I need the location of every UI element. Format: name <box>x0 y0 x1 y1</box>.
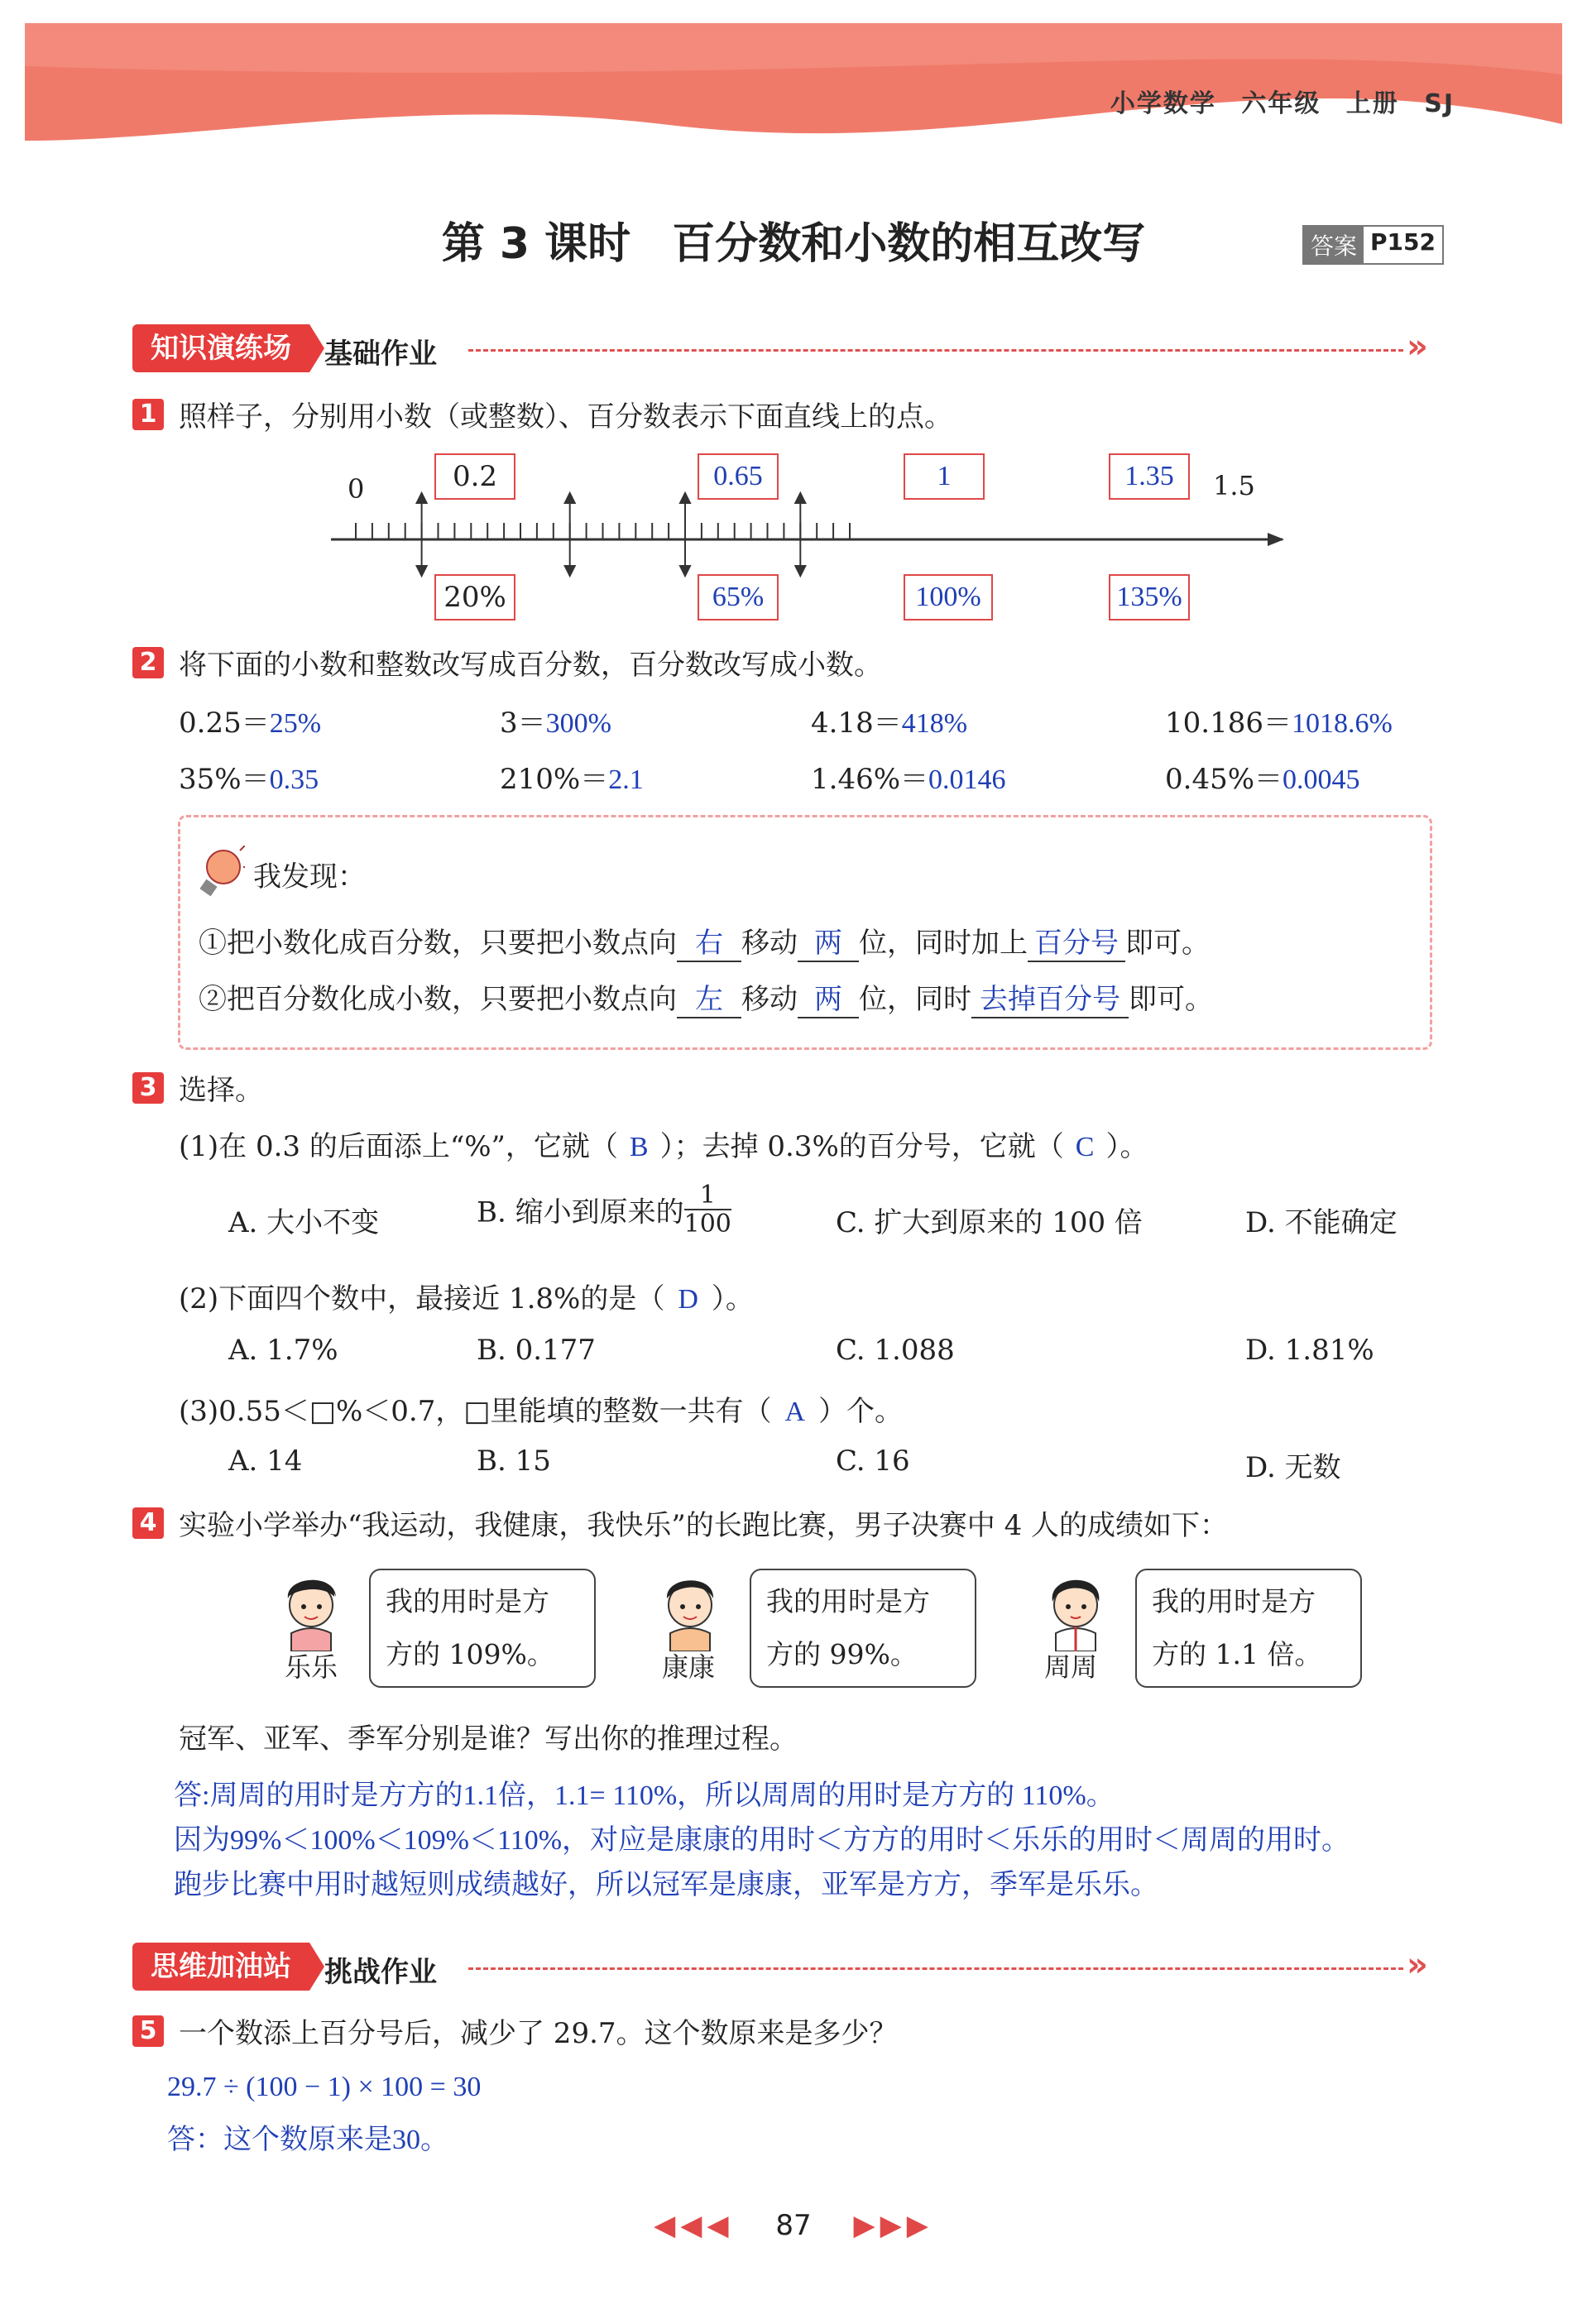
conversion-question: 35%＝ <box>179 763 270 796</box>
conversion-answer: 0.0045 <box>1283 764 1360 795</box>
question-3-text: 选择。 <box>179 1074 263 1107</box>
question-text: (1)在 0.3 的后面添上“%”，它就（ <box>179 1130 618 1163</box>
question-3-part-3 <box>179 1388 903 1429</box>
conversion-answer: 0.35 <box>269 764 319 795</box>
question-3-part-1 <box>179 1124 1148 1164</box>
question-number-1: 1 <box>132 399 164 430</box>
question-text: (3)0.55＜□%＜0.7，□里能填的整数一共有（ <box>179 1395 772 1428</box>
option-c: C. 16 <box>836 1445 910 1478</box>
answer-line: 答：这个数原来是30。 <box>167 2125 448 2155</box>
option-c: C. 1.088 <box>836 1334 955 1367</box>
point-percent-value: 20% <box>443 581 506 614</box>
question-5-text: 一个数添上百分号后，减少了 29.7。这个数原来是多少？ <box>179 2017 898 2050</box>
page-number: 87 <box>775 2209 812 2242</box>
option-b <box>477 1181 731 1238</box>
option-a: A. 1.7% <box>228 1334 338 1367</box>
section-divider <box>468 349 1403 352</box>
fraction <box>684 1181 731 1238</box>
discovery-line-2 <box>199 976 1213 1018</box>
question-3-part-2 <box>179 1276 754 1316</box>
answer-blank: 百分号 <box>1028 920 1125 962</box>
header-label: 小学数学 六年级 上册 SJ <box>1110 89 1455 118</box>
point-percent-value: 65% <box>712 582 765 612</box>
answer-key-label: 答案 <box>1304 227 1364 263</box>
header-band <box>0 0 1587 157</box>
speech-bubble <box>369 1569 596 1688</box>
speech-bubble <box>750 1569 976 1688</box>
question-2-text: 将下面的小数和整数改写成百分数，百分数改写成小数。 <box>179 649 882 682</box>
boy-avatar <box>655 1569 725 1651</box>
option-d: D. 1.81% <box>1245 1334 1374 1367</box>
conversion-question: 0.45%＝ <box>1165 763 1283 796</box>
conversion-question: 210%＝ <box>500 763 609 796</box>
conversion-item <box>811 700 967 740</box>
option-d: D. 无数 <box>1245 1451 1341 1484</box>
answer-blank: 右 <box>677 920 741 962</box>
choice-answer: D <box>678 1284 698 1315</box>
conversion-answer: 2.1 <box>608 764 644 795</box>
point-decimal-value: 0.65 <box>713 461 763 491</box>
bubble-line: 方的 99%。 <box>766 1638 918 1670</box>
student-name: 乐乐 <box>285 1651 338 1683</box>
discovery-line-1 <box>199 920 1210 962</box>
section-tag-thinking: 思维加油站 <box>132 1943 309 1991</box>
question-text: ）；去掉 0.3%的百分号，它就（ <box>659 1130 1064 1163</box>
page-footer <box>0 2209 1587 2242</box>
bubble-line: 我的用时是方 <box>1152 1585 1316 1617</box>
bubble-line: 我的用时是方 <box>766 1585 930 1617</box>
point-percent-value: 100% <box>915 582 981 612</box>
number-line-end-label: 1.5 <box>1213 470 1255 501</box>
question-text: ）。 <box>711 1282 754 1315</box>
point-percent-box <box>434 574 515 621</box>
question-number-2: 2 <box>132 647 164 678</box>
student-name: 康康 <box>662 1651 716 1683</box>
answer-line: 因为99%＜100%＜109%＜110%，对应是康康的用时＜方方的用时＜乐乐的用时＜周周的用时。 <box>174 1825 1350 1856</box>
conversion-item <box>500 756 644 797</box>
conversion-answer: 300% <box>545 708 611 739</box>
conversion-question: 4.18＝ <box>811 707 902 740</box>
point-percent-box <box>1109 574 1190 621</box>
question-number-5: 5 <box>132 2015 164 2047</box>
conversion-item <box>179 756 319 797</box>
next-arrows-icon: ▶▶▶ <box>853 2209 933 2242</box>
student-name: 周周 <box>1044 1651 1098 1683</box>
discovery-title: 我发现： <box>253 860 366 894</box>
point-decimal-value: 1.35 <box>1124 461 1174 491</box>
bubble-line: 方的 1.1 倍。 <box>1152 1638 1322 1670</box>
option-text: B. 缩小到原来的 <box>477 1196 684 1229</box>
question-number-4: 4 <box>132 1507 164 1539</box>
conversion-question: 10.186＝ <box>1165 707 1292 740</box>
choice-answer: C <box>1075 1132 1095 1162</box>
arrowhead <box>565 493 575 503</box>
boy-avatar <box>276 1569 346 1651</box>
point-percent-box <box>904 574 993 621</box>
bubble-line: 我的用时是方 <box>386 1585 549 1617</box>
discovery-text: 即可。 <box>1129 983 1213 1016</box>
number-line-zero-label: 0 <box>348 473 365 505</box>
lesson-title: 百分数和小数的相互改写 <box>672 219 1146 269</box>
point-decimal-box <box>434 453 515 500</box>
question-text: ）个。 <box>818 1395 904 1428</box>
section-divider <box>468 1967 1403 1970</box>
option-d: D. 不能确定 <box>1245 1206 1398 1239</box>
answer-page: P152 <box>1370 228 1436 256</box>
lightbulb-icon <box>195 846 245 903</box>
conversion-item <box>1165 756 1360 797</box>
conversion-item <box>811 756 1006 797</box>
discovery-text: 位，同时 <box>859 983 971 1016</box>
conversion-question: 3＝ <box>500 707 546 740</box>
choice-answer: A <box>784 1397 806 1427</box>
speech-bubble <box>1135 1569 1362 1688</box>
answer-blank: 左 <box>677 976 741 1018</box>
question-1-text: 照样子，分别用小数（或整数）、百分数表示下面直线上的点。 <box>179 400 952 434</box>
question-4-prompt: 冠军、亚军、季军分别是谁？写出你的推理过程。 <box>179 1723 798 1756</box>
question-text: (2)下面四个数中，最接近 1.8%的是（ <box>179 1282 665 1315</box>
conversion-question: 0.25＝ <box>179 707 270 740</box>
question-4-text: 实验小学举办“我运动，我健康，我快乐”的长跑比赛，男子决赛中 4 人的成绩如下： <box>179 1509 1229 1542</box>
arrowhead <box>680 566 690 576</box>
question-number-3: 3 <box>132 1072 164 1104</box>
conversion-answer: 418% <box>901 708 968 739</box>
double-chevron-icon: » <box>1407 328 1428 366</box>
arrowhead <box>680 493 690 503</box>
arrowhead <box>795 493 805 503</box>
option-a: A. 大小不变 <box>228 1206 380 1239</box>
answer-blank: 两 <box>798 976 859 1018</box>
conversion-item <box>1165 700 1393 740</box>
conversion-item <box>179 700 321 740</box>
point-percent-box <box>698 574 779 621</box>
conversion-item <box>500 700 611 740</box>
option-a: A. 14 <box>228 1445 303 1478</box>
discovery-text: 移动 <box>741 983 798 1016</box>
conversion-answer: 1018.6% <box>1291 708 1393 739</box>
option-b: B. 15 <box>477 1445 551 1478</box>
arrowhead <box>417 566 427 576</box>
double-chevron-icon: » <box>1407 1946 1428 1984</box>
point-decimal-box <box>1109 453 1190 500</box>
fraction-numerator: 1 <box>699 1181 716 1210</box>
discovery-text: ①把小数化成百分数，只要把小数点向 <box>199 927 677 960</box>
answer-line: 答:周周的用时是方方的1.1倍，1.1= 110%，所以周周的用时是方方的 110%。 <box>174 1780 1115 1811</box>
option-b: B. 0.177 <box>477 1334 596 1367</box>
answer-work: 29.7 ÷ (100 − 1) × 100 = 30 <box>167 2072 482 2102</box>
lesson-number: 第 3 课时 <box>441 219 631 269</box>
point-decimal-box <box>698 453 779 500</box>
conversion-answer: 25% <box>269 708 322 739</box>
fraction-denominator: 100 <box>683 1210 731 1239</box>
discovery-text: 位，同时加上 <box>859 927 1028 960</box>
option-c: C. 扩大到原来的 100 倍 <box>836 1206 1143 1239</box>
section-tag-practice: 知识演练场 <box>132 324 309 372</box>
conversion-question: 1.46%＝ <box>811 763 929 796</box>
point-decimal-box <box>904 453 985 500</box>
discovery-text: 即可。 <box>1125 927 1210 960</box>
answer-blank: 去掉百分号 <box>971 976 1129 1018</box>
choice-answer: B <box>629 1132 649 1162</box>
section-subtitle-challenge: 挑战作业 <box>324 1956 437 1989</box>
conversion-answer: 0.0146 <box>928 764 1006 795</box>
arrowhead <box>795 566 805 576</box>
discovery-text: ②把百分数化成小数，只要把小数点向 <box>199 983 677 1016</box>
section-subtitle-basic: 基础作业 <box>324 338 437 371</box>
prev-arrows-icon: ◀◀◀ <box>654 2209 734 2242</box>
point-percent-value: 135% <box>1116 582 1182 612</box>
arrowhead <box>565 566 575 576</box>
point-decimal-value: 1 <box>937 461 952 491</box>
bubble-line: 方的 109%。 <box>386 1638 554 1670</box>
point-decimal-value: 0.2 <box>452 460 498 493</box>
arrowhead <box>417 493 427 503</box>
answer-blank: 两 <box>798 920 859 962</box>
answer-line: 跑步比赛中用时越短则成绩越好，所以冠军是康康，亚军是方方，季军是乐乐。 <box>174 1870 1158 1900</box>
boy-avatar <box>1041 1569 1110 1651</box>
discovery-text: 移动 <box>741 927 798 960</box>
answer-reference <box>1302 225 1444 265</box>
question-text: ）。 <box>1105 1130 1148 1163</box>
